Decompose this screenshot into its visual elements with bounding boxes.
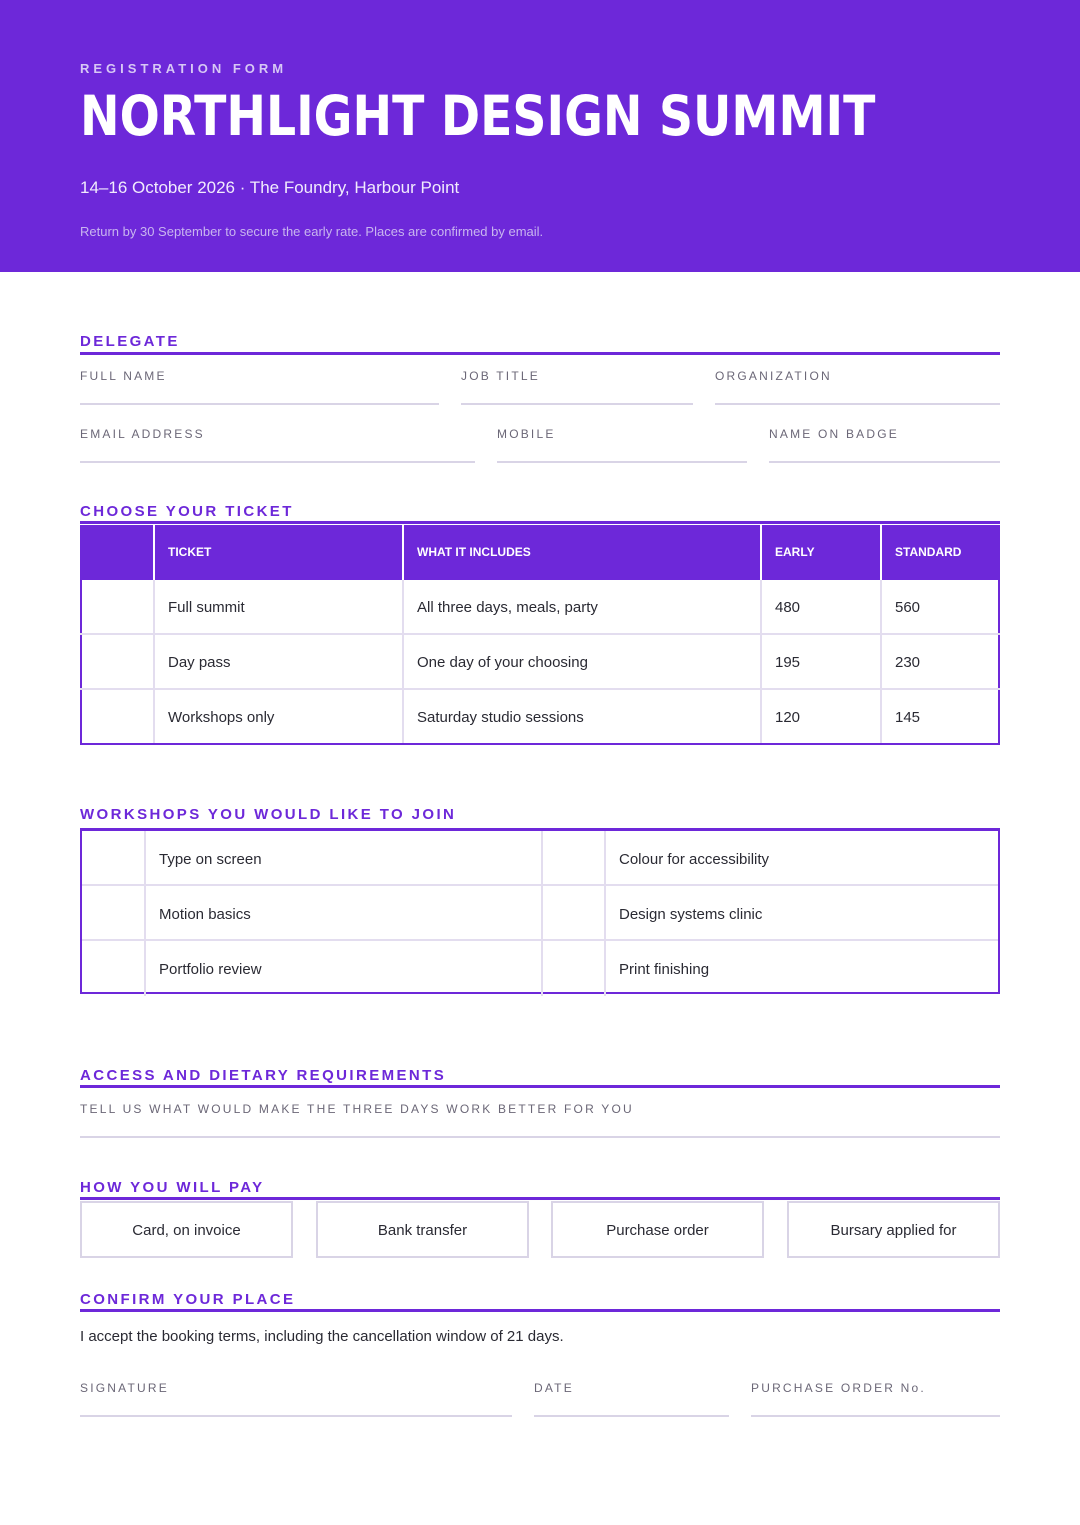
email-label: EMAIL ADDRESS: [80, 427, 205, 441]
organization-field[interactable]: [715, 355, 1000, 405]
payment-option-bursary[interactable]: Bursary applied for: [787, 1201, 1000, 1258]
mobile-label: MOBILE: [497, 427, 556, 441]
column-header-includes: WHAT IT INCLUDES: [402, 525, 760, 580]
workshop-checkbox[interactable]: [82, 831, 146, 886]
form-eyebrow: REGISTRATION FORM: [80, 61, 288, 76]
date-field[interactable]: [534, 1367, 729, 1417]
job-title-field[interactable]: [461, 355, 693, 405]
section-rule: [80, 521, 1000, 524]
access-requirements-field[interactable]: [80, 1088, 1000, 1138]
workshop-checkbox[interactable]: [541, 886, 606, 941]
ticket-select-checkbox[interactable]: [80, 635, 153, 688]
ticket-table-header: [80, 525, 1000, 580]
email-field[interactable]: [80, 413, 475, 463]
workshop-name: Colour for accessibility: [619, 851, 770, 868]
workshop-grid: [80, 828, 1000, 994]
section-title-delegate: DELEGATE: [80, 333, 180, 350]
payment-option-card[interactable]: Card, on invoice: [80, 1201, 293, 1258]
badge-name-label: NAME ON BADGE: [769, 427, 899, 441]
return-note: Return by 30 September to secure the early rate. Places are confirmed by email.: [80, 224, 544, 239]
list-item: [82, 831, 998, 886]
po-number-field[interactable]: [751, 1367, 1000, 1417]
job-title-label: JOB TITLE: [461, 369, 540, 383]
workshop-name: Portfolio review: [159, 961, 262, 978]
workshop-checkbox[interactable]: [541, 831, 606, 886]
table-row: [80, 635, 1000, 690]
ticket-select-checkbox[interactable]: [80, 690, 153, 743]
ticket-select-checkbox[interactable]: [80, 580, 153, 633]
access-requirements-label: TELL US WHAT WOULD MAKE THE THREE DAYS WORK BETTER FOR YOU: [80, 1102, 634, 1116]
signature-label: SIGNATURE: [80, 1381, 169, 1395]
ticket-name: Full summit: [153, 580, 402, 633]
ticket-standard-price: 560: [880, 580, 1000, 633]
organization-label: ORGANIZATION: [715, 369, 832, 383]
ticket-includes: All three days, meals, party: [402, 580, 760, 633]
ticket-includes: Saturday studio sessions: [402, 690, 760, 743]
section-title-tickets: CHOOSE YOUR TICKET: [80, 503, 294, 520]
full-name-field[interactable]: [80, 355, 439, 405]
workshop-name: Motion basics: [159, 906, 251, 923]
ticket-includes: One day of your choosing: [402, 635, 760, 688]
workshop-checkbox[interactable]: [82, 941, 146, 996]
workshop-name: Design systems clinic: [619, 906, 763, 923]
column-header-ticket: TICKET: [153, 525, 402, 580]
payment-option-bank-transfer[interactable]: Bank transfer: [316, 1201, 529, 1258]
date-label: DATE: [534, 1381, 574, 1395]
workshop-checkbox[interactable]: [82, 886, 146, 941]
column-header-standard: STANDARD: [880, 525, 1000, 580]
section-title-workshops: WORKSHOPS YOU WOULD LIKE TO JOIN: [80, 806, 457, 823]
section-rule: [80, 1197, 1000, 1200]
page-title: NORTHLIGHT DESIGN SUMMIT: [80, 84, 876, 148]
section-title-payment: HOW YOU WILL PAY: [80, 1179, 265, 1196]
table-row: [80, 580, 1000, 635]
ticket-name: Workshops only: [153, 690, 402, 743]
mobile-field[interactable]: [497, 413, 747, 463]
badge-name-field[interactable]: [769, 413, 1000, 463]
ticket-table: [80, 525, 1000, 745]
ticket-standard-price: 145: [880, 690, 1000, 743]
section-title-access: ACCESS AND DIETARY REQUIREMENTS: [80, 1067, 447, 1084]
ticket-standard-price: 230: [880, 635, 1000, 688]
full-name-label: FULL NAME: [80, 369, 167, 383]
list-item: [82, 941, 998, 996]
ticket-early-price: 120: [760, 690, 880, 743]
section-title-confirm: CONFIRM YOUR PLACE: [80, 1291, 296, 1308]
ticket-name: Day pass: [153, 635, 402, 688]
po-number-label: PURCHASE ORDER No.: [751, 1381, 926, 1395]
workshop-name: Type on screen: [159, 851, 262, 868]
header-banner: [0, 0, 1080, 272]
workshop-name: Print finishing: [619, 961, 710, 978]
column-header-early: EARLY: [760, 525, 880, 580]
select-column-header: [80, 525, 153, 580]
event-dates-venue: 14–16 October 2026 · The Foundry, Harbour Point: [80, 178, 460, 197]
section-rule: [80, 1309, 1000, 1312]
ticket-early-price: 195: [760, 635, 880, 688]
booking-terms-text: I accept the booking terms, including the cancellation window of 21 days.: [80, 1328, 564, 1345]
workshop-checkbox[interactable]: [541, 941, 606, 996]
ticket-early-price: 480: [760, 580, 880, 633]
list-item: [82, 886, 998, 941]
signature-field[interactable]: [80, 1367, 512, 1417]
table-row: [80, 690, 1000, 745]
payment-option-purchase-order[interactable]: Purchase order: [551, 1201, 764, 1258]
